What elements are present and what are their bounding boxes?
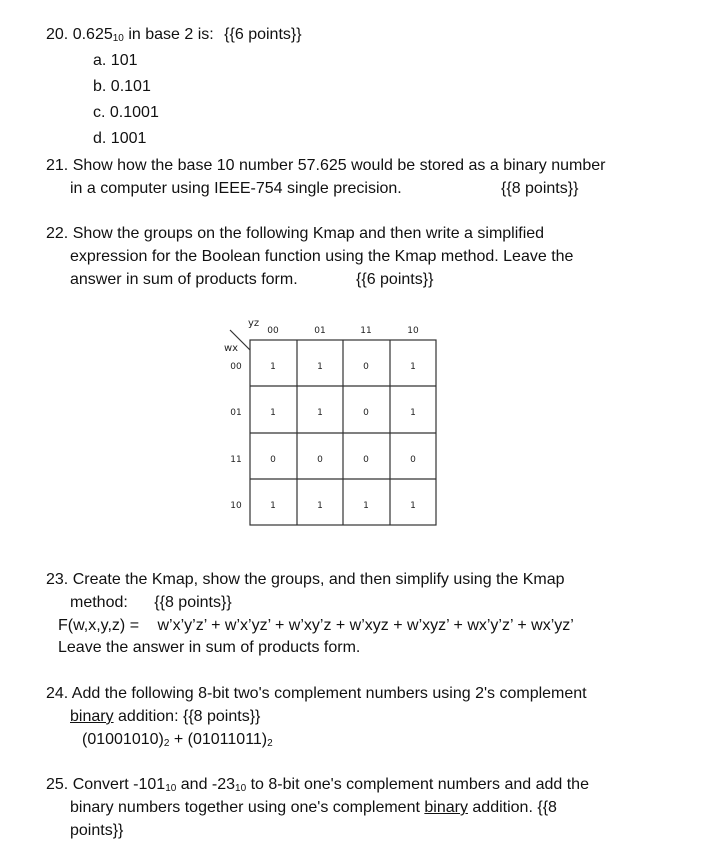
q24-plus: + [173,731,184,748]
q24-line2 [70,707,260,727]
q21-line1: 21. Show how the base 10 number 57.625 would be stored as a binary number [46,157,606,174]
kmap-cell: 0 [317,455,323,465]
q24-num1: (01001010) [82,731,164,748]
q20-number: 20. [46,26,69,43]
q24-sub1: 2 [163,738,170,749]
q23-function-lhs: F(w,x,y,z) = [58,617,140,634]
q25-binary-underlined: binary [424,799,468,816]
kmap-row-header: 11 [230,455,242,465]
kmap-cell: 1 [410,408,416,418]
q23-line2 [70,593,232,613]
q25-line1-c: to 8-bit one's complement numbers and add the [250,776,589,793]
kmap-row-header: 01 [230,408,242,418]
q20-points: {{6 points}} [224,26,302,43]
q24-binary-underlined: binary [70,708,114,725]
kmap-cell: 1 [410,362,416,372]
q23-points: {{8 points}} [154,594,232,611]
q20-value: 0.625 [72,26,113,43]
q25-line2-a: binary numbers together using one's complement [70,799,420,816]
kmap-cell: 0 [270,455,276,465]
option-text: 1001 [110,130,147,147]
q25-line3: points}} [70,822,124,839]
kmap-cell: 1 [317,408,323,418]
option-letter: c. [93,104,106,121]
kmap-cell: 0 [410,455,416,465]
q23-line1: 23. Create the Kmap, show the groups, and then simplify using the Kmap [46,571,565,588]
kmap-cell: 1 [363,501,369,511]
kmap-cell: 0 [363,455,369,465]
q24-line1: 24. Add the following 8-bit two's complement numbers using 2's complement [46,685,587,702]
q20-base-sub: 10 [112,33,124,44]
q24-sub2: 2 [267,738,273,749]
q25-line2 [70,798,557,818]
q22-line3: answer in sum of products form. [70,271,298,288]
q23-line4: Leave the answer in sum of products form. [58,639,361,656]
kmap-cell: 1 [317,362,323,372]
kmap-col-header: 00 [267,326,279,336]
q21-line2: in a computer using IEEE-754 single precision. [70,180,402,197]
q24-numbers [82,730,273,754]
q20-text: in base 2 is: [128,26,214,43]
q25-sub1: 10 [165,783,177,794]
kmap-row-var: wx [224,343,239,354]
option-letter: d. [93,130,107,147]
q22-line1: 22. Show the groups on the following Kmap and then write a simplified [46,225,545,242]
kmap-row-header: 00 [230,362,242,372]
kmap-cell: 1 [317,501,323,511]
q24-line2-rest: addition: {{8 points}} [118,708,261,725]
q25-line2-b: addition. {{8 [472,799,557,816]
option-letter: b. [93,78,107,95]
kmap-cell: 0 [363,362,369,372]
option-letter: a. [93,52,107,69]
option-text: 101 [110,52,138,69]
kmap-col-header: 01 [314,326,326,336]
kmap-cell: 1 [410,501,416,511]
q24-num2: (01011011) [187,731,268,748]
kmap-col-header: 11 [360,326,372,336]
kmap-grid [230,330,436,525]
q23-method: method: [70,594,128,611]
q25-sub2: 10 [235,783,247,794]
option-text: 0.1001 [109,104,159,121]
q25-line1 [46,775,589,799]
q25-line1-b: and -23 [180,776,236,793]
q22-line2: expression for the Boolean function using the Kmap method. Leave the [70,248,574,265]
kmap-cell: 0 [363,408,369,418]
q23-function [58,616,574,636]
q25-line1-a: 25. Convert -101 [46,776,166,793]
q22-points: {{6 points}} [356,271,434,288]
kmap-cell: 1 [270,362,276,372]
kmap-cell: 1 [270,501,276,511]
kmap-col-var: yz [248,318,260,329]
kmap-cell: 1 [270,408,276,418]
q23-function-rhs: w’x’y’z’ + w’x’yz’ + w’xy’z + w’xyz + w’xyz’ + wx’y’z’ + wx’yz’ [157,617,574,634]
kmap-col-header: 10 [407,326,419,336]
kmap-row-header: 10 [230,501,242,511]
q21-points: {{8 points}} [501,180,579,197]
option-text: 0.101 [110,78,151,95]
